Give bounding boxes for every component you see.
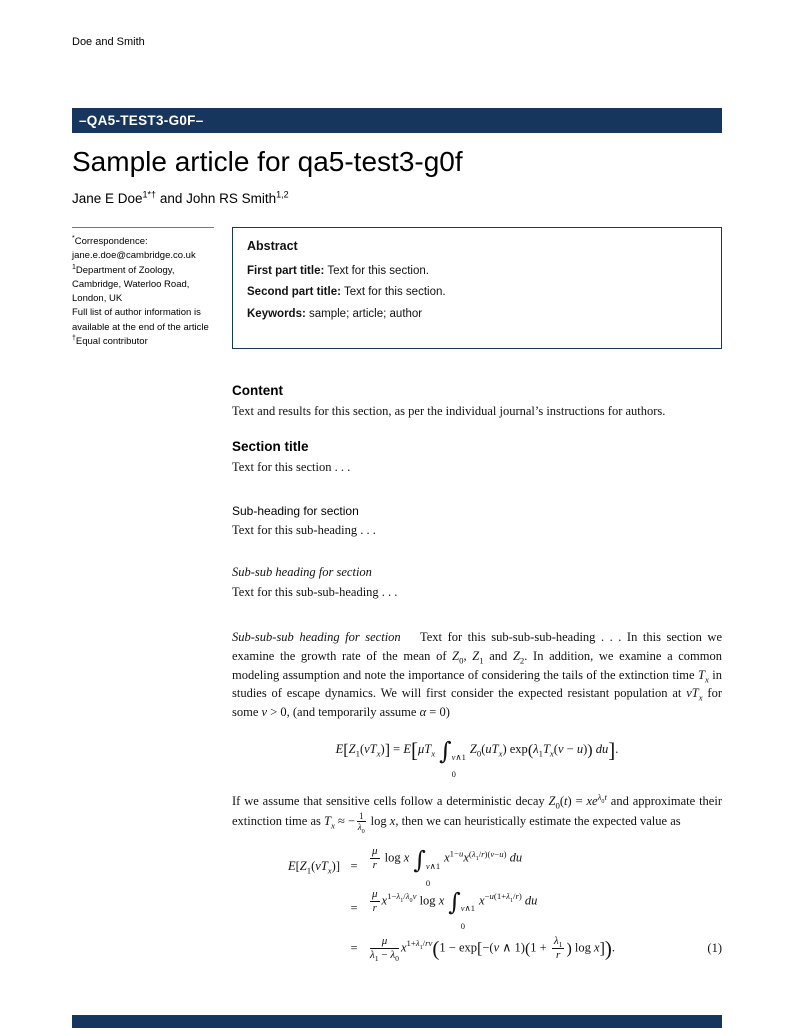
equation-rhs: $\frac{\mu}{r}$ $x^{1-\lambda_1/\lambda_0v}$ log x ∫ v∧1 0 $x^{-u(1+\lambda_1/r)}$ du [372, 887, 538, 931]
equals-sign: = [350, 858, 358, 873]
correspondence-email: jane.e.doe@cambridge.co.uk [72, 250, 196, 262]
affiliation-line: London, UK [72, 293, 123, 304]
sub-heading: Sub-heading for section [232, 503, 359, 518]
running-head: Doe and Smith [72, 36, 145, 48]
equal-contributor-note: †Equal contributor [72, 334, 148, 347]
sub-heading-paragraph: Text for this sub-heading . . . [232, 522, 376, 537]
section-paragraph: Text for this section . . . [232, 459, 351, 474]
abstract-first-text: Text for this section. [327, 265, 429, 277]
equation-row [232, 930, 722, 967]
article-title: Sample article for qa5-test3-g0f [72, 146, 463, 177]
content-paragraph: Text and results for this section, as per the individual journal’s instructions for authors. [232, 404, 666, 418]
equation-number: (1) [707, 941, 722, 956]
sub-sub-heading-paragraph: Text for this sub-sub-heading . . . [232, 585, 398, 600]
correspondence-label: *Correspondence: [72, 234, 148, 247]
abstract-box [232, 227, 722, 349]
sub-sub-sub-paragraph [232, 628, 722, 722]
abstract-keywords [247, 304, 707, 325]
article-body [232, 383, 722, 967]
equation-rhs: $\frac{\mu}{\lambda_1 - \lambda_0}$ $x^{1+\lambda_1/rv}(1 - \exp[-(v$ ∧ 1)(1 + $\frac{\lambda_1}{r}$ ) log x]). [370, 935, 616, 964]
author-info-line: Full list of author information is [72, 307, 201, 319]
footer-bar [72, 1015, 722, 1028]
estimate-paragraph: If we assume that sensitive cells follow a deterministic decay $Z_0(t) = xe^{\lambda_0t}$ and approximate their extinction time as $T_x$ ≈ − $\frac{1}{\lambda_0}$ log x, then we can heuristically estimate the expected value as [232, 791, 722, 836]
affiliation-line: $^1$Department of Zoology, [72, 263, 175, 276]
equals-sign: = [350, 941, 358, 956]
keywords-text: sample; article; author [309, 307, 423, 320]
equation-row [232, 888, 722, 931]
equals-sign: = [350, 901, 358, 916]
content-heading: Content [232, 383, 283, 398]
section-title-heading: Section title [232, 438, 309, 454]
abstract-second-text: Text for this section. [343, 286, 446, 299]
equation-display: $E[Z_1(vT_x)] = E[\mu T_x$ ∫ v∧1 0 $Z_0(uT_x) \exp(\lambda_1T_x(v - u))$ du]. [335, 736, 619, 780]
author-info-note [72, 227, 214, 349]
abstract-heading: Abstract [247, 239, 298, 253]
authors-line: Jane E Doe$^{1*\dagger}$ and John RS Smith$^{1,2}$ [72, 189, 289, 206]
abstract-first-label: First part title: [247, 265, 325, 277]
equation-row [232, 845, 722, 888]
banner-text: –QA5-TEST3-G0F– [79, 113, 204, 128]
equation-rhs: $\frac{\mu}{r}$ log x ∫ v∧1 0 $x^{1-u}x^{(\lambda_1/r)(v-u)}$ du [372, 845, 523, 889]
aligned-equations [232, 845, 722, 967]
front-matter-row [72, 227, 722, 349]
abstract-second-part [247, 282, 707, 303]
abstract-second-label: Second part title: [247, 286, 341, 299]
sub-sub-heading: Sub-sub heading for section [232, 565, 372, 580]
keywords-label: Keywords: [247, 307, 306, 320]
author-info-line: available at the end of the article [72, 321, 209, 333]
abstract-first-part [247, 261, 707, 282]
affiliation-line: Cambridge, Waterloo Road, [72, 278, 190, 290]
sub-sub-sub-text: Text for this sub-sub-sub-heading . . . In this section we examine the growth rate of the mean of $Z_0$, $Z_1$ and $Z_2$. In addition, we examine a common modeling assumption and note the importance of considering the tails of the extinction time $T_x$ in studies of escape dynamics. We will first consider the expected resistant population at $vT_x$ for some v > 0, (and temporarily assume α = 0) [232, 630, 723, 719]
equation-lhs: $E[Z_1(vT_x)]$ [287, 858, 340, 876]
sub-sub-sub-heading: Sub-sub-sub heading for section [232, 630, 401, 644]
journal-banner [72, 108, 722, 133]
